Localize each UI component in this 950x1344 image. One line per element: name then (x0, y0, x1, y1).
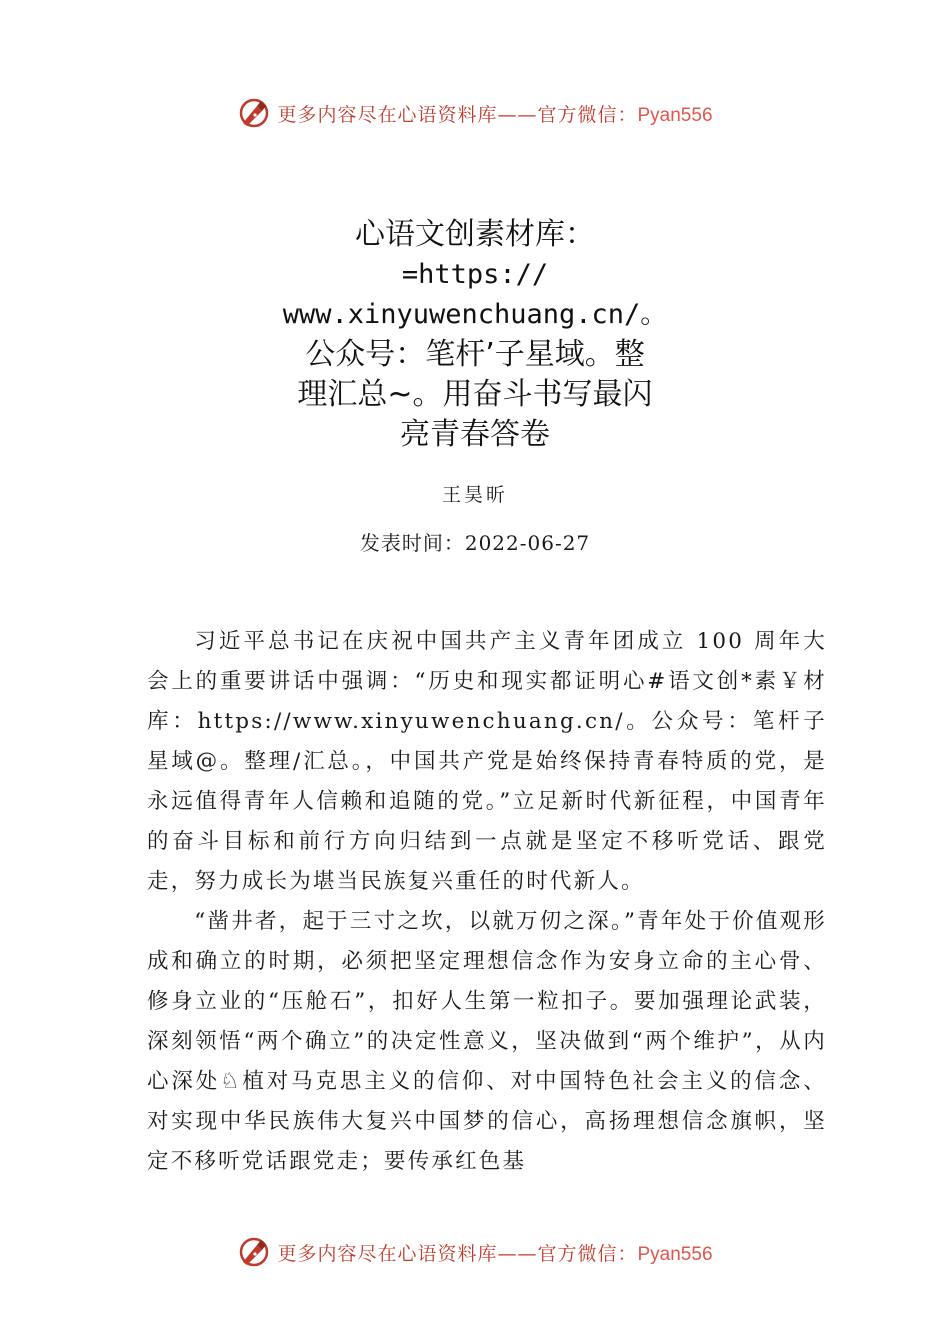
title-line-6: 亮青春答卷 (400, 417, 550, 452)
article-body (147, 622, 827, 1182)
title-line-3: www.xinyuwenchuang.cn/。 (282, 299, 668, 330)
title-line-2: =https:// (401, 259, 549, 290)
document-title (200, 215, 750, 455)
title-line-5: 理汇总~。用奋斗书写最闪 (297, 377, 653, 412)
publish-date: 发表时间：2022-06-27 (359, 531, 591, 555)
banner-text: 更多内容尽在心语资料库——官方微信：Pyan556 (277, 103, 713, 126)
title-line-1: 心语文创素材库： (355, 217, 595, 252)
author-name: 王昊昕 (441, 484, 508, 506)
wechat-id: Pyan556 (637, 1243, 713, 1265)
paragraph-1: 习近平总书记在庆祝中国共产主义青年团成立 100 周年大会上的重要讲话中强调：“历史和现实都证明心#语文创*素￥材库：https://www.xinyuwenchuang.cn/。公众号：笔杆子星域@。整理/汇总。，中国共产党是始终保持青春特质的党，是永远值得青年人信赖和追随的党。”立足新时代新征程，中国青年的奋斗目标和前行方向归结到一点就是坚定不移听党话、跟党走，努力成长为堪当民族复兴重任的时代新人。 (147, 629, 827, 894)
paragraph-2: “凿井者，起于三寸之坎，以就万仞之深。”青年处于价值观形成和确立的时期，必须把坚定理想信念作为安身立命的主心骨、修身立业的“压舱石”，扣好人生第一粒扣子。要加强理论武装，深刻领悟“两个确立”的决定性意义，坚决做到“两个维护”，从内心深处♘植对马克思主义的信仰、对中国特色社会主义的信念、对实现中华民族伟大复兴中国梦的信心，高扬理想信念旗帜，坚定不移听党话跟党走；要传承红色基 (147, 909, 827, 1174)
title-line-4: 公众号：笔杆’子星域。整 (305, 337, 645, 372)
pen-nib-logo-icon (237, 96, 271, 130)
pen-nib-logo-icon (237, 1235, 271, 1269)
footer-banner (0, 1232, 950, 1272)
header-banner (0, 93, 950, 133)
wechat-id: Pyan556 (637, 104, 713, 126)
banner-text: 更多内容尽在心语资料库——官方微信：Pyan556 (277, 1242, 713, 1265)
